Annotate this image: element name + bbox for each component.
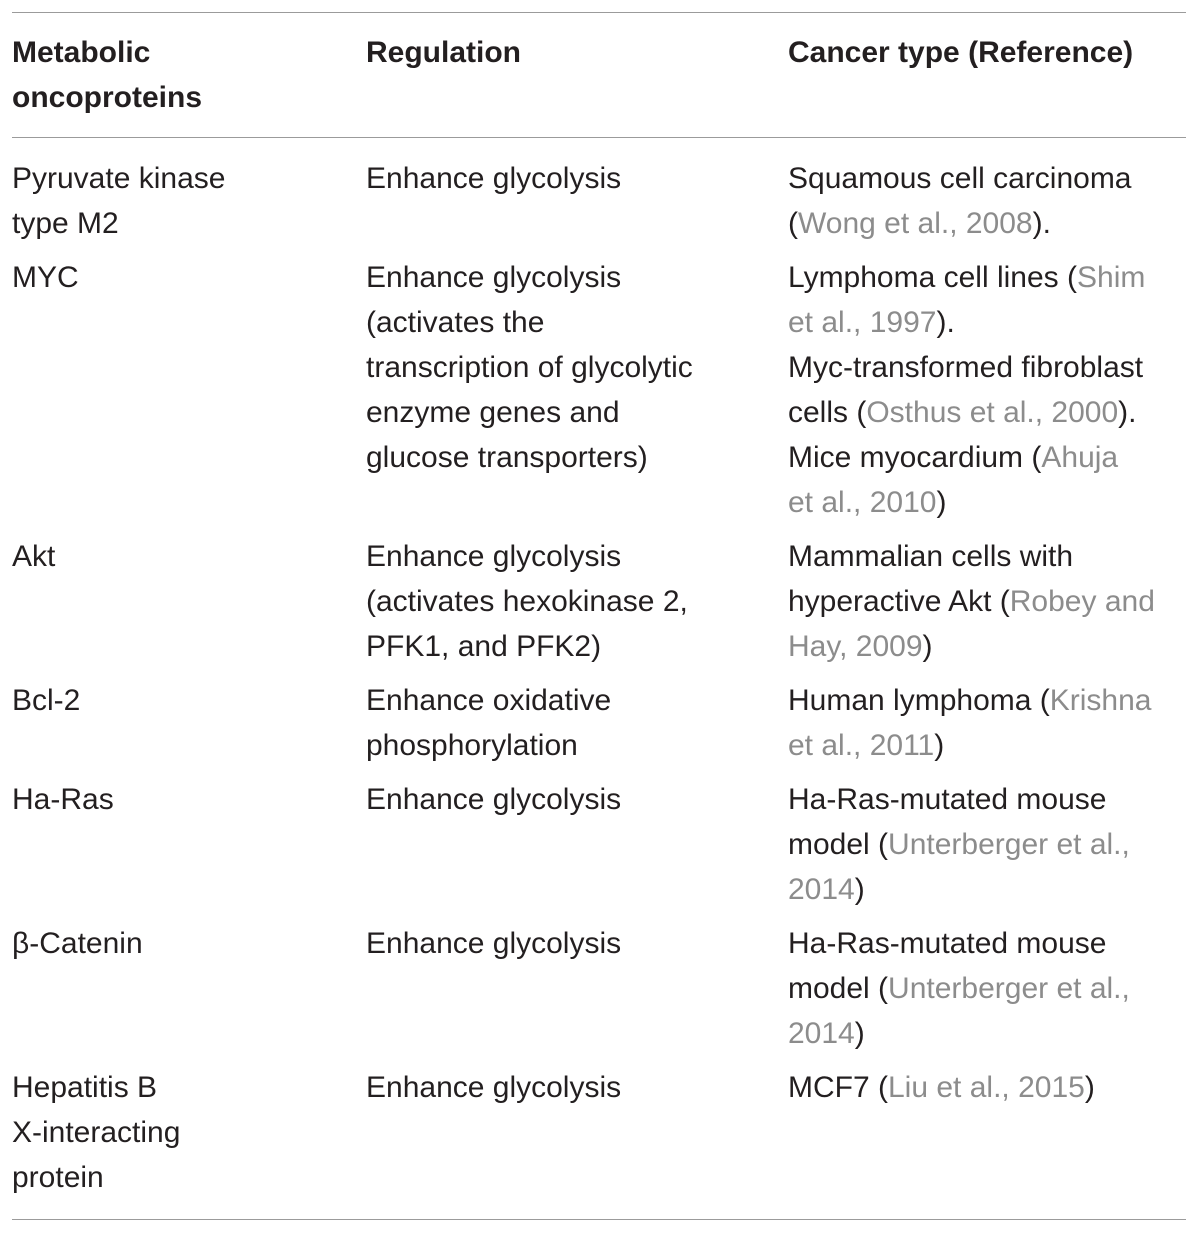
header-rule: [12, 137, 1186, 138]
cancer-line: [788, 156, 1132, 201]
cancer-text: model (: [788, 828, 889, 861]
cancer-text: Ha-Ras-mutated mouse: [788, 783, 1107, 816]
protein-line: X-interacting: [12, 1116, 181, 1149]
cell-regulation: [366, 921, 621, 966]
cancer-line: [788, 435, 1145, 480]
protein-line: MYC: [12, 261, 79, 294]
cell-cancer-type: [788, 921, 1130, 1056]
regulation-line: PFK1, and PFK2): [366, 630, 602, 663]
cell-cancer-type: [788, 678, 1151, 768]
reference-citation: Osthus et al., 2000: [866, 396, 1119, 429]
cancer-line: [788, 201, 1132, 246]
cancer-text: Squamous cell carcinoma: [788, 162, 1132, 195]
cell-regulation: [366, 777, 621, 822]
cancer-line: [788, 390, 1145, 435]
protein-line: β-Catenin: [12, 927, 143, 960]
cancer-text: Mammalian cells with: [788, 540, 1074, 573]
cell-regulation: [366, 255, 693, 480]
cancer-text: Myc-transformed fibroblast: [788, 351, 1144, 384]
protein-line: Ha-Ras: [12, 783, 114, 816]
regulation-line: (activates hexokinase 2,: [366, 585, 688, 618]
regulation-line: Enhance glycolysis: [366, 783, 622, 816]
cancer-text: ): [934, 729, 945, 762]
regulation-line: enzyme genes and: [366, 396, 620, 429]
cancer-text: Ha-Ras-mutated mouse: [788, 927, 1107, 960]
reference-citation: et al., 2010: [788, 486, 937, 519]
cancer-line: [788, 579, 1155, 624]
regulation-line: Enhance glycolysis: [366, 927, 622, 960]
regulation-line: Enhance glycolysis: [366, 162, 622, 195]
cell-protein: [12, 777, 114, 822]
cell-cancer-type: [788, 255, 1145, 525]
regulation-line: phosphorylation: [366, 729, 578, 762]
cancer-text: ).: [1118, 396, 1137, 429]
cell-protein: [12, 678, 80, 723]
cancer-text: Mice myocardium (: [788, 441, 1042, 474]
cell-protein: [12, 534, 55, 579]
reference-citation: et al., 1997: [788, 306, 937, 339]
protein-line: type M2: [12, 207, 119, 240]
regulation-line: transcription of glycolytic: [366, 351, 693, 384]
reference-citation: Liu et al., 2015: [888, 1071, 1085, 1104]
protein-line: protein: [12, 1161, 104, 1194]
cancer-text: ): [1084, 1071, 1095, 1104]
header-col1-line: oncoproteins: [12, 81, 203, 114]
cell-regulation: [366, 678, 611, 768]
cancer-text: Human lymphoma (: [788, 684, 1050, 717]
cancer-line: [788, 723, 1151, 768]
cancer-line: [788, 624, 1155, 669]
cancer-line: [788, 822, 1130, 867]
cell-regulation: [366, 1065, 621, 1110]
regulation-line: Enhance glycolysis: [366, 261, 622, 294]
cell-cancer-type: [788, 156, 1132, 246]
protein-line: Bcl-2: [12, 684, 81, 717]
cancer-line: [788, 534, 1155, 579]
reference-citation: 2014: [788, 873, 855, 906]
cancer-line: [788, 480, 1145, 525]
reference-citation: Hay, 2009: [788, 630, 923, 663]
cancer-line: [788, 300, 1145, 345]
cancer-line: [788, 777, 1130, 822]
reference-citation: et al., 2011: [788, 729, 935, 762]
cancer-text: ): [854, 873, 865, 906]
regulation-line: (activates the: [366, 306, 545, 339]
cancer-line: [788, 921, 1130, 966]
cell-protein: [12, 156, 225, 246]
cancer-line: [788, 255, 1145, 300]
regulation-line: Enhance oxidative: [366, 684, 612, 717]
cell-cancer-type: [788, 1065, 1095, 1110]
cancer-text: ).: [1032, 207, 1051, 240]
header-cancer-type: Cancer type (Reference): [788, 36, 1134, 69]
cancer-text: ): [922, 630, 933, 663]
cancer-text: MCF7 (: [788, 1071, 888, 1104]
reference-citation: Ahuja: [1041, 441, 1119, 474]
cancer-text: (: [788, 207, 798, 240]
reference-citation: Unterberger et al.,: [888, 828, 1130, 861]
regulation-line: Enhance glycolysis: [366, 1071, 622, 1104]
cancer-line: [788, 345, 1145, 390]
regulation-line: Enhance glycolysis: [366, 540, 622, 573]
cancer-text: model (: [788, 972, 889, 1005]
protein-line: Akt: [12, 540, 56, 573]
reference-citation: Krishna: [1049, 684, 1152, 717]
cancer-line: [788, 1011, 1130, 1056]
top-rule: [12, 12, 1186, 13]
reference-citation: Unterberger et al.,: [888, 972, 1130, 1005]
cell-protein: [12, 921, 143, 966]
cancer-text: Lymphoma cell lines (: [788, 261, 1077, 294]
cancer-text: cells (: [788, 396, 867, 429]
regulation-line: glucose transporters): [366, 441, 648, 474]
cancer-line: [788, 966, 1130, 1011]
cancer-text: ): [936, 486, 947, 519]
bottom-rule: [12, 1219, 1186, 1220]
cancer-text: hyperactive Akt (: [788, 585, 1010, 618]
protein-line: Pyruvate kinase: [12, 162, 226, 195]
reference-citation: Robey and: [1009, 585, 1155, 618]
header-metabolic-oncoproteins: [12, 30, 202, 120]
cell-regulation: [366, 534, 688, 669]
cell-regulation: [366, 156, 621, 201]
reference-citation: Shim: [1077, 261, 1146, 294]
cancer-line: [788, 867, 1130, 912]
header-col1-line: Metabolic: [12, 36, 151, 69]
cell-protein: [12, 255, 79, 300]
cancer-text: ).: [936, 306, 955, 339]
cancer-text: ): [854, 1017, 865, 1050]
protein-line: Hepatitis B: [12, 1071, 158, 1104]
header-regulation: Regulation: [366, 36, 521, 69]
cell-cancer-type: [788, 534, 1155, 669]
cancer-line: [788, 1065, 1095, 1110]
cell-protein: [12, 1065, 180, 1200]
reference-citation: 2014: [788, 1017, 855, 1050]
reference-citation: Wong et al., 2008: [798, 207, 1033, 240]
cancer-line: [788, 678, 1151, 723]
cell-cancer-type: [788, 777, 1130, 912]
